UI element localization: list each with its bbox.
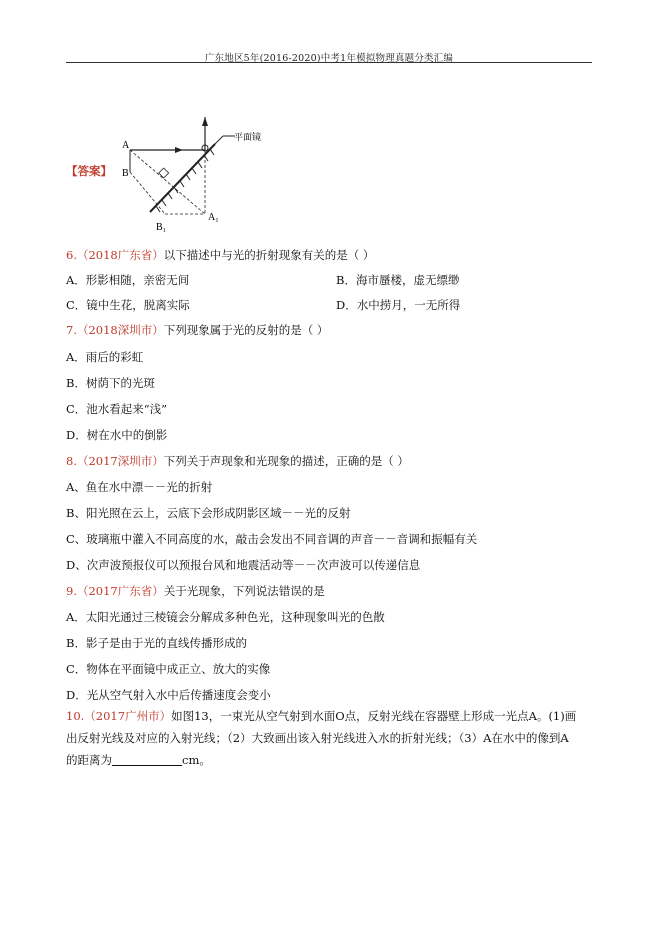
question-source: （2017深圳市） — [76, 454, 164, 468]
header-rule — [66, 62, 592, 63]
question-unit: cm。 — [182, 753, 211, 767]
question-stem: 以下描述中与光的折射现象有关的是（ ） — [163, 248, 375, 262]
question-number: 9. — [66, 584, 77, 598]
question-stem: 关于光现象，下列说法错误的是 — [163, 584, 325, 598]
question-number: 8. — [66, 454, 77, 468]
label-a: A — [122, 140, 130, 151]
question-9 — [66, 584, 325, 598]
question-number: 6. — [66, 248, 77, 262]
q7-option-d: D．树在水中的倒影 — [66, 428, 168, 442]
answer-figure — [120, 112, 280, 242]
q6-option-b: B．海市蜃楼，虚无缥缈 — [336, 273, 460, 287]
q9-option-c: C．物体在平面镜中成正立、放大的实像 — [66, 662, 271, 676]
q8-option-d: D、次声波预报仪可以预报台风和地震活动等－－次声波可以传递信息 — [66, 558, 421, 572]
question-stem-line3: 的距离为 — [66, 753, 112, 767]
q9-option-a: A．太阳光通过三棱镜会分解成多种色光，这种现象叫光的色散 — [66, 610, 385, 624]
q8-option-b: B、阳光照在云上，云底下会形成阴影区域－－光的反射 — [66, 506, 351, 520]
question-source: （2018深圳市） — [76, 323, 164, 337]
label-b: B — [122, 168, 129, 179]
q8-option-c: C、玻璃瓶中灌入不同高度的水，敲击会发出不同音调的声音－－音调和振幅有关 — [66, 532, 478, 546]
question-source: （2017广东省） — [76, 584, 164, 598]
question-stem-line1: 如图13，一束光从空气射到水面O点，反射光线在容器壁上形成一光点A。(1)画 — [171, 709, 577, 723]
q6-option-a: A．形影相随，亲密无间 — [66, 273, 190, 287]
question-source: （2018广东省） — [76, 248, 164, 262]
label-mirror: 平面镜 — [234, 133, 262, 143]
q7-option-b: B．树荫下的光斑 — [66, 376, 155, 390]
question-stem: 下列现象属于光的反射的是（ ） — [163, 323, 329, 337]
q6-option-c: C．镜中生花，脱离实际 — [66, 298, 190, 312]
question-source: （2017广州市） — [84, 709, 172, 723]
question-7 — [66, 323, 328, 337]
q7-option-c: C．池水看起来“浅” — [66, 402, 168, 416]
question-8 — [66, 454, 409, 468]
question-10 — [66, 705, 592, 771]
page-header: 广东地区5年(2016-2020)中考1年模拟物理真题分类汇编 — [204, 53, 454, 64]
question-6 — [66, 248, 374, 262]
label-b1: B₁ — [156, 222, 167, 233]
q7-option-a: A．雨后的彩虹 — [66, 350, 144, 364]
question-stem-line2: 出反射光线及对应的入射光线；（2）大致画出该入射光线进入水的折射光线；（3）A在水中的像到A — [66, 731, 569, 745]
q6-option-d: D．水中捞月，一无所得 — [336, 298, 461, 312]
q9-option-b: B．影子是由于光的直线传播形成的 — [66, 636, 247, 650]
question-number: 7. — [66, 323, 77, 337]
question-number: 10. — [66, 709, 85, 723]
q8-option-a: A、鱼在水中漂－－光的折射 — [66, 480, 213, 494]
q9-option-d: D．光从空气射入水中后传播速度会变小 — [66, 688, 271, 702]
question-stem: 下列关于声现象和光现象的描述，正确的是（ ） — [163, 454, 409, 468]
answer-label: 【答案】 — [66, 164, 112, 178]
label-a1: A₁ — [208, 212, 219, 223]
answer-blank[interactable] — [112, 753, 182, 766]
